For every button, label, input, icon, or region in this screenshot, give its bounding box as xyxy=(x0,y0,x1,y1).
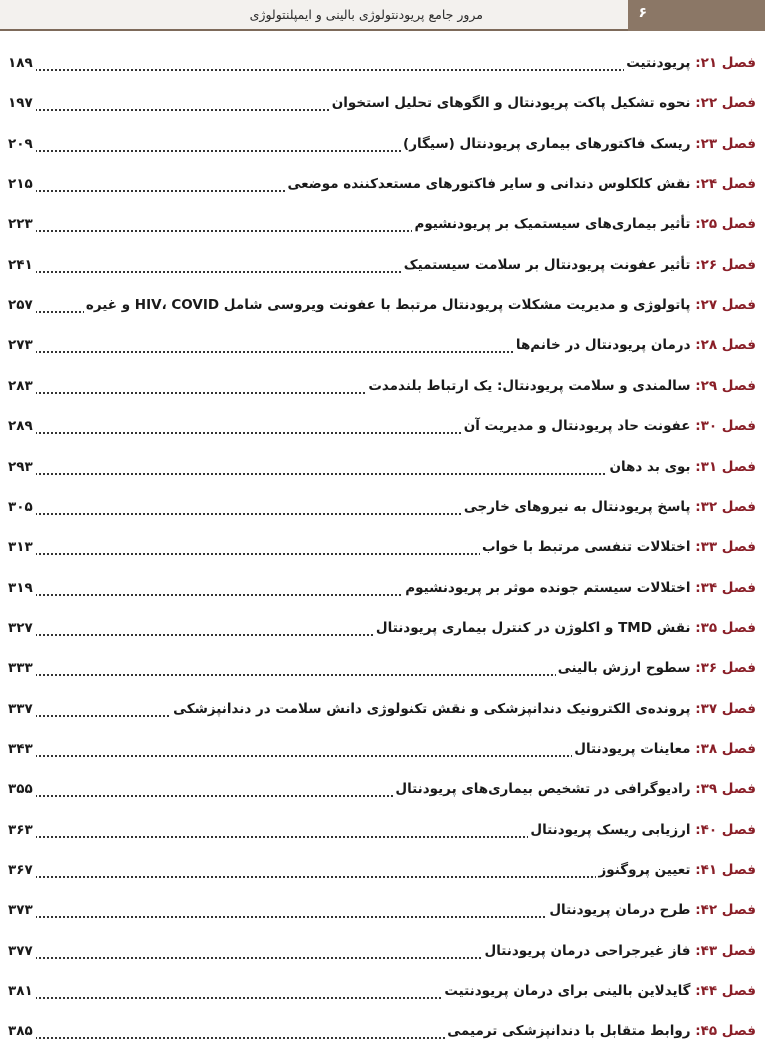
toc-entry[interactable] xyxy=(8,496,756,520)
chapter-label: فصل ۳۵: xyxy=(695,619,756,636)
toc-entry[interactable] xyxy=(8,819,756,843)
chapter-page-number: ۳۸۵ xyxy=(8,1023,36,1039)
toc-entry[interactable] xyxy=(8,738,756,762)
toc-entry-text xyxy=(547,902,756,918)
toc-entry[interactable] xyxy=(8,940,756,964)
toc-entry-text xyxy=(403,580,756,596)
toc-entry-text xyxy=(366,378,756,394)
chapter-page-number: ۱۹۷ xyxy=(8,95,36,111)
chapter-title: نحوه تشکیل پاکت پریودنتال و الگوهای تحلیل استخوان xyxy=(331,95,691,112)
toc-entry[interactable] xyxy=(8,859,756,883)
chapter-label: فصل ۲۳: xyxy=(695,135,756,152)
toc-entry[interactable] xyxy=(8,375,756,399)
chapter-label: فصل ۳۷: xyxy=(695,700,756,717)
chapter-label: فصل ۲۴: xyxy=(695,176,756,193)
chapter-label: فصل ۲۷: xyxy=(695,297,756,314)
chapter-title: تعیین پروگنوز xyxy=(598,862,691,878)
chapter-page-number: ۳۷۷ xyxy=(8,943,36,959)
chapter-label: فصل ۳۸: xyxy=(695,740,756,757)
chapter-page-number: ۲۱۵ xyxy=(8,176,36,192)
chapter-page-number: ۲۹۳ xyxy=(8,459,36,475)
chapter-page-number: ۳۲۷ xyxy=(8,620,36,636)
chapter-label: فصل ۳۱: xyxy=(695,458,756,475)
chapter-title: اختلالات سیستم جونده موثر بر پریودنشیوم xyxy=(405,579,691,596)
toc-entry-text xyxy=(528,822,756,838)
chapter-page-number: ۲۰۹ xyxy=(8,136,36,152)
chapter-title: طرح درمان پریودنتال xyxy=(549,902,691,919)
chapter-label: فصل ۳۹: xyxy=(695,781,756,798)
chapter-page-number: ۲۷۳ xyxy=(8,337,36,353)
chapter-label: فصل ۲۶: xyxy=(695,256,756,273)
toc-entry[interactable] xyxy=(8,415,756,439)
toc-entry-text xyxy=(402,257,756,273)
chapter-page-number: ۱۸۹ xyxy=(8,55,36,71)
chapter-title: سطوح ارزش بالینی xyxy=(557,660,691,677)
chapter-page-number: ۲۸۳ xyxy=(8,378,36,394)
chapter-page-number: ۲۸۹ xyxy=(8,418,36,434)
toc-entry[interactable] xyxy=(8,899,756,923)
chapter-page-number: ۲۴۱ xyxy=(8,257,36,273)
chapter-page-number: ۳۵۵ xyxy=(8,781,36,797)
toc-entry[interactable] xyxy=(8,173,756,197)
chapter-page-number: ۳۸۱ xyxy=(8,983,36,999)
toc-entry[interactable] xyxy=(8,92,756,116)
toc-entry-text xyxy=(480,539,756,555)
toc-entry-text xyxy=(171,701,756,717)
chapter-title: پرونده‌ی الکترونیک دندانپزشکی و نقش تکنولوژی دانش سلامت در دندانپزشکی xyxy=(173,700,691,717)
toc-entry-text xyxy=(412,216,756,232)
toc-entry-text xyxy=(572,741,756,757)
chapter-label: فصل ۳۲: xyxy=(695,498,756,515)
chapter-label: فصل ۴۴: xyxy=(695,983,756,1000)
chapter-title: تأثیر بیماری‌های سیستمیک بر پریودنشیوم xyxy=(414,216,691,233)
chapter-label: فصل ۴۵: xyxy=(695,1023,756,1040)
toc-entry-text xyxy=(285,176,756,192)
toc-entry-text xyxy=(607,459,756,475)
chapter-label: فصل ۴۳: xyxy=(695,942,756,959)
chapter-label: فصل ۲۲: xyxy=(695,95,756,112)
chapter-title: گایدلاین بالینی برای درمان پریودنتیت xyxy=(444,983,691,1000)
toc-entry-text xyxy=(374,620,756,636)
toc-entry[interactable] xyxy=(8,294,756,318)
chapter-label: فصل ۳۳: xyxy=(695,539,756,556)
chapter-page-number: ۳۷۳ xyxy=(8,902,36,918)
toc-entry-text xyxy=(462,499,756,515)
toc-entry[interactable] xyxy=(8,657,756,681)
toc-entry[interactable] xyxy=(8,577,756,601)
chapter-title: سالمندی و سلامت پریودنتال: یک ارتباط بلندمدت xyxy=(368,377,691,394)
book-title: مرور جامع پریودنتولوژی بالینی و ایمپلنتولوژی xyxy=(249,7,483,22)
chapter-page-number: ۳۳۷ xyxy=(8,701,36,717)
chapter-label: فصل ۳۴: xyxy=(695,579,756,596)
chapter-label: فصل ۳۶: xyxy=(695,660,756,677)
toc-entry-text xyxy=(556,660,756,676)
page-number-box xyxy=(628,0,765,31)
toc-entry-text xyxy=(596,862,756,878)
toc-entry-text xyxy=(401,136,756,152)
chapter-title: ارزیابی ریسک پریودنتال xyxy=(530,821,691,838)
toc-entry-text xyxy=(514,337,756,353)
chapter-title: عفونت حاد پریودنتال و مدیریت آن xyxy=(463,418,691,435)
chapter-page-number: ۲۲۳ xyxy=(8,216,36,232)
toc-entry[interactable] xyxy=(8,536,756,560)
chapter-page-number: ۳۶۷ xyxy=(8,862,36,878)
toc-entry-text xyxy=(483,943,757,959)
chapter-label: فصل ۴۰: xyxy=(695,821,756,838)
chapter-title: پریودنتیت xyxy=(626,55,691,71)
header-bar xyxy=(0,0,628,31)
toc-entry[interactable] xyxy=(8,698,756,722)
chapter-title: رادیوگرافی در تشخیص بیماری‌های پریودنتال xyxy=(395,781,691,798)
chapter-title: بوی بد دهان xyxy=(609,458,691,475)
chapter-label: فصل ۳۰: xyxy=(695,418,756,435)
chapter-title: تأثیر عفونت پریودنتال بر سلامت سیستمیک xyxy=(403,256,691,273)
chapter-title: پاتولوژی و مدیریت مشکلات پریودنتال مرتبط با عفونت ویروسی شامل HIV، COVID و غیره xyxy=(85,297,691,314)
toc-entry-text xyxy=(393,781,756,797)
toc-entry-text xyxy=(330,95,756,111)
chapter-label: فصل ۲۹: xyxy=(695,377,756,394)
page-number: ۶ xyxy=(638,5,647,21)
toc-entry-text xyxy=(624,55,756,71)
chapter-title: نقش TMD و اکلوژن در کنترل بیماری پریودنتال xyxy=(375,619,691,636)
toc-entry[interactable] xyxy=(8,778,756,802)
page-header xyxy=(0,0,765,31)
toc-entry[interactable] xyxy=(8,1020,756,1044)
chapter-page-number: ۳۰۵ xyxy=(8,499,36,515)
chapter-page-number: ۳۶۳ xyxy=(8,822,36,838)
toc-entry[interactable] xyxy=(8,456,756,480)
chapter-label: فصل ۴۱: xyxy=(695,862,756,878)
chapter-page-number: ۲۵۷ xyxy=(8,297,36,313)
chapter-label: فصل ۲۵: xyxy=(695,216,756,233)
chapter-title: درمان پریودنتال در خانم‌ها xyxy=(515,337,691,354)
chapter-title: فاز غیرجراحی درمان پریودنتال xyxy=(484,942,691,959)
chapter-title: معاینات پریودنتال xyxy=(574,740,691,757)
chapter-page-number: ۳۴۳ xyxy=(8,741,36,757)
toc-entry-text xyxy=(84,297,756,313)
chapter-label: فصل ۲۱: xyxy=(695,55,756,71)
chapter-label: فصل ۲۸: xyxy=(695,337,756,354)
toc-entry-text xyxy=(445,1023,756,1039)
toc-entry[interactable] xyxy=(8,213,756,237)
chapter-title: روابط متقابل با دندانپزشکی ترمیمی xyxy=(447,1023,691,1040)
toc-entry-text xyxy=(462,418,756,434)
chapter-title: نقش کلکلوس دندانی و سایر فاکتورهای مستعدکننده موضعی xyxy=(287,176,691,193)
toc-entry[interactable] xyxy=(8,980,756,1004)
chapter-page-number: ۳۱۳ xyxy=(8,539,36,555)
toc-entry[interactable] xyxy=(8,254,756,278)
toc-entry-text xyxy=(442,983,756,999)
toc-entry[interactable] xyxy=(8,617,756,641)
chapter-title: اختلالات تنفسی مرتبط با خواب xyxy=(481,539,691,556)
toc-entry[interactable] xyxy=(8,52,756,76)
toc-entry[interactable] xyxy=(8,334,756,358)
chapter-label: فصل ۴۲: xyxy=(695,902,756,919)
chapter-title: پاسخ پریودنتال به نیروهای خارجی xyxy=(463,498,691,515)
chapter-title: ریسک فاکتورهای بیماری پریودنتال (سیگار) xyxy=(403,135,691,152)
chapter-page-number: ۳۳۳ xyxy=(8,660,36,676)
chapter-page-number: ۳۱۹ xyxy=(8,580,36,596)
toc-entry[interactable] xyxy=(8,133,756,157)
